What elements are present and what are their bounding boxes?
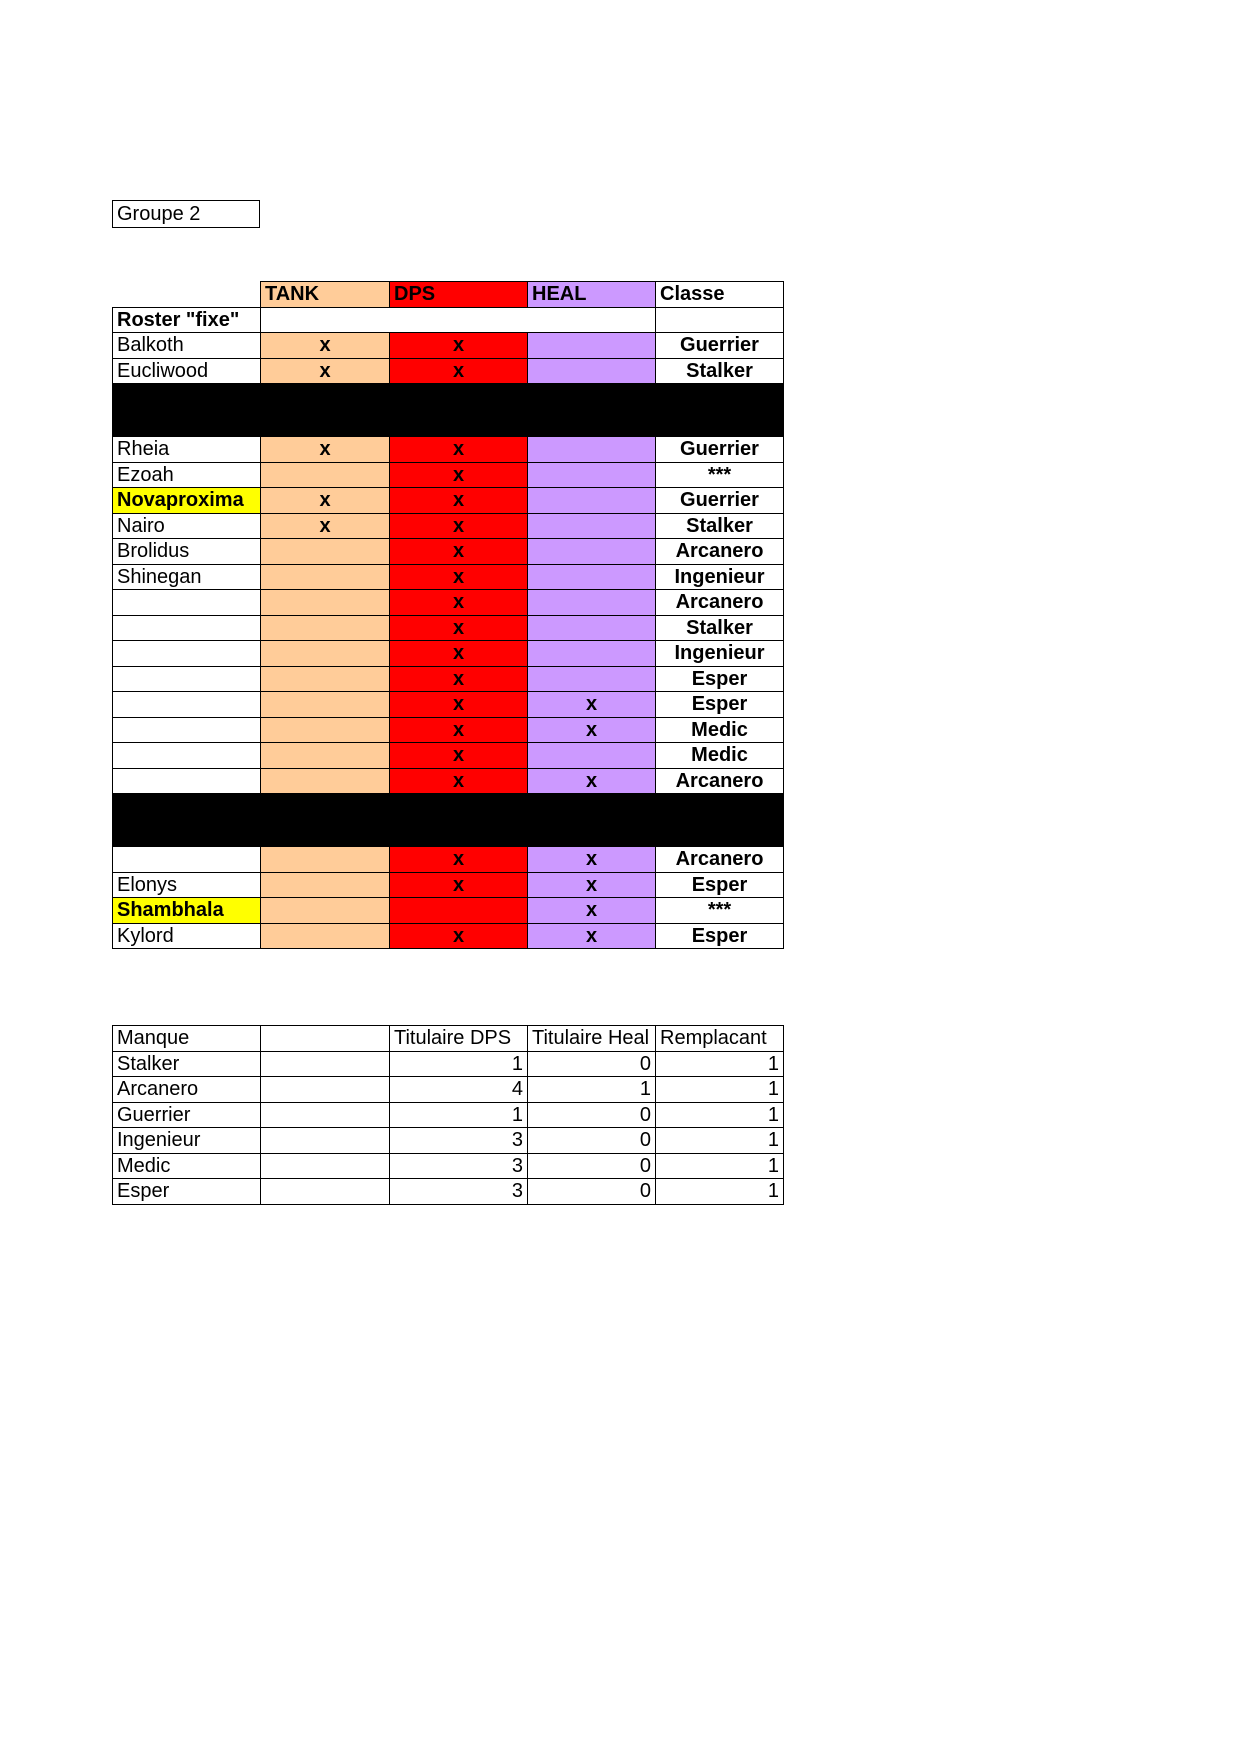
- summary-heal-count: 1: [528, 1077, 656, 1103]
- classe-cell: Esper: [656, 923, 784, 949]
- summary-row: [113, 1051, 784, 1077]
- heal-mark: [528, 590, 656, 616]
- summary-dps-count: 4: [390, 1077, 528, 1103]
- player-name: Rheia: [113, 437, 261, 463]
- roster-row: [113, 462, 784, 488]
- roster-row: [113, 539, 784, 565]
- dps-mark: x: [390, 358, 528, 384]
- dps-mark: [390, 898, 528, 924]
- roster-row: [113, 641, 784, 667]
- tank-mark: x: [261, 358, 390, 384]
- dps-mark: x: [390, 488, 528, 514]
- summary-classe: Medic: [113, 1153, 261, 1179]
- dps-mark: x: [390, 847, 528, 873]
- summary-header-blank: [261, 1026, 390, 1052]
- separator-cell: [528, 384, 656, 437]
- classe-cell: Esper: [656, 872, 784, 898]
- dps-mark: x: [390, 692, 528, 718]
- roster-section-classe-blank: [656, 307, 784, 333]
- heal-mark: [528, 488, 656, 514]
- roster-row: [113, 615, 784, 641]
- dps-mark: x: [390, 743, 528, 769]
- roster-header-row: [113, 282, 784, 308]
- roster-row: [113, 717, 784, 743]
- classe-header: Classe: [656, 282, 784, 308]
- heal-mark: [528, 437, 656, 463]
- heal-mark: [528, 615, 656, 641]
- roster-row: [113, 488, 784, 514]
- summary-row: [113, 1102, 784, 1128]
- heal-mark: [528, 333, 656, 359]
- tank-mark: x: [261, 488, 390, 514]
- summary-remplacant-count: 1: [656, 1051, 784, 1077]
- classe-cell: Medic: [656, 717, 784, 743]
- dps-mark: x: [390, 923, 528, 949]
- dps-mark: x: [390, 590, 528, 616]
- summary-row: [113, 1179, 784, 1205]
- summary-classe: Ingenieur: [113, 1128, 261, 1154]
- classe-cell: Medic: [656, 743, 784, 769]
- roster-table: [112, 281, 784, 949]
- group-label: Groupe 2: [112, 200, 260, 228]
- dps-mark: x: [390, 717, 528, 743]
- player-name: [113, 692, 261, 718]
- heal-mark: [528, 462, 656, 488]
- roster-row: [113, 743, 784, 769]
- separator-cell: [656, 384, 784, 437]
- classe-cell: Arcanero: [656, 768, 784, 794]
- player-name: [113, 590, 261, 616]
- separator-cell: [261, 794, 390, 847]
- classe-cell: Guerrier: [656, 333, 784, 359]
- separator-cell: [113, 384, 261, 437]
- tank-mark: [261, 615, 390, 641]
- summary-blank: [261, 1179, 390, 1205]
- summary-blank: [261, 1051, 390, 1077]
- player-name: Kylord: [113, 923, 261, 949]
- heal-mark: x: [528, 847, 656, 873]
- heal-mark: [528, 641, 656, 667]
- classe-cell: Esper: [656, 692, 784, 718]
- roster-row: [113, 437, 784, 463]
- heal-mark: x: [528, 923, 656, 949]
- summary-header-heal: Titulaire Heal: [528, 1026, 656, 1052]
- summary-blank: [261, 1153, 390, 1179]
- roster-section-blank: [261, 307, 656, 333]
- heal-mark: x: [528, 768, 656, 794]
- roster-row: [113, 923, 784, 949]
- summary-header-dps: Titulaire DPS: [390, 1026, 528, 1052]
- player-name: Novaproxima: [113, 488, 261, 514]
- dps-mark: x: [390, 437, 528, 463]
- tank-mark: [261, 666, 390, 692]
- header-blank-cell: [113, 282, 261, 308]
- player-name: Elonys: [113, 872, 261, 898]
- summary-heal-count: 0: [528, 1128, 656, 1154]
- roster-section-title: Roster "fixe": [113, 307, 261, 333]
- summary-row: [113, 1153, 784, 1179]
- heal-mark: [528, 539, 656, 565]
- player-name: [113, 743, 261, 769]
- summary-row: [113, 1077, 784, 1103]
- heal-mark: [528, 513, 656, 539]
- separator-row: [113, 384, 784, 437]
- roster-row: [113, 513, 784, 539]
- heal-mark: [528, 358, 656, 384]
- tank-mark: [261, 923, 390, 949]
- tank-mark: [261, 717, 390, 743]
- summary-heal-count: 0: [528, 1179, 656, 1205]
- tank-header: TANK: [261, 282, 390, 308]
- summary-dps-count: 3: [390, 1179, 528, 1205]
- summary-blank: [261, 1102, 390, 1128]
- tank-mark: [261, 564, 390, 590]
- classe-cell: Ingenieur: [656, 641, 784, 667]
- roster-row: [113, 666, 784, 692]
- summary-blank: [261, 1077, 390, 1103]
- dps-header: DPS: [390, 282, 528, 308]
- separator-cell: [656, 794, 784, 847]
- summary-remplacant-count: 1: [656, 1128, 784, 1154]
- roster-row: [113, 358, 784, 384]
- classe-cell: Esper: [656, 666, 784, 692]
- dps-mark: x: [390, 462, 528, 488]
- summary-header-remplacant: Remplacant: [656, 1026, 784, 1052]
- summary-classe: Guerrier: [113, 1102, 261, 1128]
- roster-row: [113, 847, 784, 873]
- player-name: Eucliwood: [113, 358, 261, 384]
- classe-cell: Stalker: [656, 358, 784, 384]
- classe-cell: Guerrier: [656, 437, 784, 463]
- summary-remplacant-count: 1: [656, 1102, 784, 1128]
- classe-cell: Guerrier: [656, 488, 784, 514]
- player-name: [113, 847, 261, 873]
- player-name: [113, 641, 261, 667]
- tank-mark: [261, 590, 390, 616]
- summary-dps-count: 1: [390, 1051, 528, 1077]
- summary-classe: Arcanero: [113, 1077, 261, 1103]
- summary-blank: [261, 1128, 390, 1154]
- tank-mark: [261, 462, 390, 488]
- separator-row: [113, 794, 784, 847]
- tank-mark: [261, 847, 390, 873]
- summary-table: [112, 1025, 784, 1205]
- classe-cell: Ingenieur: [656, 564, 784, 590]
- player-name: Shinegan: [113, 564, 261, 590]
- dps-mark: x: [390, 564, 528, 590]
- heal-mark: x: [528, 898, 656, 924]
- player-name: [113, 615, 261, 641]
- roster-row: [113, 898, 784, 924]
- dps-mark: x: [390, 768, 528, 794]
- roster-row: [113, 333, 784, 359]
- roster-row: [113, 872, 784, 898]
- separator-cell: [113, 794, 261, 847]
- summary-remplacant-count: 1: [656, 1153, 784, 1179]
- heal-header: HEAL: [528, 282, 656, 308]
- roster-row: [113, 768, 784, 794]
- summary-heal-count: 0: [528, 1051, 656, 1077]
- tank-mark: [261, 872, 390, 898]
- classe-cell: Arcanero: [656, 590, 784, 616]
- roster-row: [113, 590, 784, 616]
- heal-mark: x: [528, 872, 656, 898]
- dps-mark: x: [390, 539, 528, 565]
- tank-mark: [261, 743, 390, 769]
- classe-cell: Stalker: [656, 513, 784, 539]
- classe-cell: Arcanero: [656, 847, 784, 873]
- tank-mark: [261, 898, 390, 924]
- dps-mark: x: [390, 513, 528, 539]
- summary-remplacant-count: 1: [656, 1077, 784, 1103]
- heal-mark: [528, 564, 656, 590]
- classe-cell: ***: [656, 462, 784, 488]
- classe-cell: Stalker: [656, 615, 784, 641]
- summary-heal-count: 0: [528, 1102, 656, 1128]
- dps-mark: x: [390, 666, 528, 692]
- summary-classe: Esper: [113, 1179, 261, 1205]
- roster-section-row: [113, 307, 784, 333]
- roster-row: [113, 564, 784, 590]
- classe-cell: Arcanero: [656, 539, 784, 565]
- player-name: [113, 768, 261, 794]
- player-name: Nairo: [113, 513, 261, 539]
- separator-cell: [528, 794, 656, 847]
- summary-row: [113, 1128, 784, 1154]
- separator-cell: [390, 384, 528, 437]
- tank-mark: x: [261, 333, 390, 359]
- player-name: Ezoah: [113, 462, 261, 488]
- tank-mark: x: [261, 513, 390, 539]
- separator-cell: [390, 794, 528, 847]
- tank-mark: x: [261, 437, 390, 463]
- tank-mark: [261, 768, 390, 794]
- summary-dps-count: 3: [390, 1128, 528, 1154]
- player-name: Brolidus: [113, 539, 261, 565]
- player-name: [113, 666, 261, 692]
- heal-mark: [528, 666, 656, 692]
- player-name: Balkoth: [113, 333, 261, 359]
- summary-header-manque: Manque: [113, 1026, 261, 1052]
- summary-classe: Stalker: [113, 1051, 261, 1077]
- player-name: [113, 717, 261, 743]
- classe-cell: ***: [656, 898, 784, 924]
- tank-mark: [261, 641, 390, 667]
- dps-mark: x: [390, 615, 528, 641]
- summary-heal-count: 0: [528, 1153, 656, 1179]
- heal-mark: x: [528, 717, 656, 743]
- heal-mark: x: [528, 692, 656, 718]
- dps-mark: x: [390, 641, 528, 667]
- separator-cell: [261, 384, 390, 437]
- player-name: Shambhala: [113, 898, 261, 924]
- heal-mark: [528, 743, 656, 769]
- dps-mark: x: [390, 333, 528, 359]
- summary-header-row: [113, 1026, 784, 1052]
- summary-dps-count: 3: [390, 1153, 528, 1179]
- tank-mark: [261, 692, 390, 718]
- dps-mark: x: [390, 872, 528, 898]
- summary-remplacant-count: 1: [656, 1179, 784, 1205]
- tank-mark: [261, 539, 390, 565]
- summary-dps-count: 1: [390, 1102, 528, 1128]
- roster-row: [113, 692, 784, 718]
